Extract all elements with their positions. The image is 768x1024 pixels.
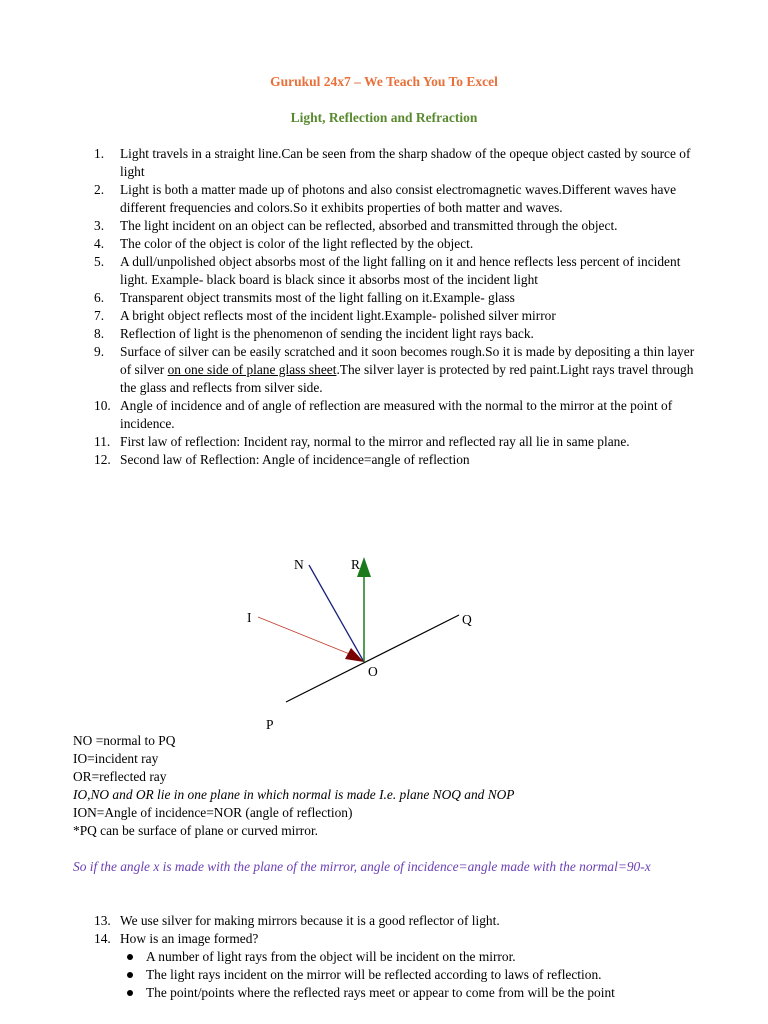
- label-p: P: [266, 717, 274, 732]
- note-line: *PQ can be surface of plane or curved mirror.: [73, 823, 319, 838]
- reflection-diagram: [0, 545, 768, 740]
- list-item: 3. The light incident on an object can be reflected, absorbed and transmitted through the object.: [94, 218, 618, 233]
- list-item: 10. Angle of incidence and of angle of reflection are measured with the normal to the mirror at the point of incidence.: [94, 398, 673, 431]
- list-item: 11. First law of reflection: Incident ray, normal to the mirror and reflected ray all lie in same plane.: [94, 434, 630, 449]
- list-item: 13. We use silver for making mirrors because it is a good reflector of light.: [94, 913, 500, 928]
- label-o: O: [368, 664, 378, 679]
- incident-arrowhead: [345, 648, 364, 662]
- section-title: Light, Reflection and Refraction: [290, 110, 478, 125]
- label-i: I: [247, 610, 252, 625]
- bullet-dot-icon: [127, 990, 133, 996]
- list-item: 4. The color of the object is color of the light reflected by the object.: [94, 236, 474, 251]
- note-line: IO=incident ray: [73, 751, 159, 766]
- list-item: 9. Surface of silver can be easily scratched and it soon becomes rough.So it is made by depositing a thin layer of silver on one side of plane glass sheet.The silver layer is protected by red paint.Light rays travel through the glass and reflects from silver side.: [94, 344, 695, 395]
- list-item: 14. How is an image formed?: [94, 931, 259, 946]
- bullet-list: [146, 948, 706, 1002]
- incident-ray-io: [258, 617, 352, 655]
- label-r: R: [351, 557, 361, 572]
- note-line: ION=Angle of incidence=NOR (angle of reflection): [73, 805, 353, 820]
- mirror-line-pq: [286, 615, 459, 702]
- note-line: NO =normal to PQ: [73, 733, 176, 748]
- note-line: OR=reflected ray: [73, 769, 167, 784]
- list-item: 5. A dull/unpolished object absorbs most of the light falling on it and hence reflects less percent of incident light. Example- black board is black since it absorbs most of the incident light: [94, 254, 681, 287]
- angle-note: So if the angle x is made with the plane of the mirror, angle of incidence=angle made with the normal=90-x: [73, 859, 651, 874]
- list-item: 8. Reflection of light is the phenomenon of sending the incident light rays back.: [94, 326, 534, 341]
- second-list: [94, 912, 705, 948]
- bullet-item: The light rays incident on the mirror will be reflected according to laws of reflection.: [146, 966, 706, 984]
- header-title: Gurukul 24x7 – We Teach You To Excel: [270, 74, 498, 89]
- diagram-notes: [73, 732, 713, 840]
- bullet-item: A number of light rays from the object will be incident on the mirror.: [146, 948, 706, 966]
- list-item: 7. A bright object reflects most of the incident light.Example- polished silver mirror: [94, 308, 556, 323]
- note-line: IO,NO and OR lie in one plane in which normal is made I.e. plane NOQ and NOP: [73, 787, 515, 802]
- list-item: 12. Second law of Reflection: Angle of incidence=angle of reflection: [94, 452, 470, 467]
- underlined-phrase: on one side of plane glass sheet: [167, 362, 337, 377]
- list-item: 6. Transparent object transmits most of the light falling on it.Example- glass: [94, 290, 515, 305]
- list-item: 1. Light travels in a straight line.Can be seen from the sharp shadow of the opeque object casted by source of light: [94, 146, 691, 179]
- bullet-dot-icon: [127, 972, 133, 978]
- list-item: 2. Light is both a matter made up of photons and also consist electromagnetic waves.Different waves have different frequencies and colors.So it exhibits properties of both matter and waves.: [94, 182, 677, 215]
- label-n: N: [294, 557, 304, 572]
- bullet-dot-icon: [127, 954, 133, 960]
- bullet-item: The point/points where the reflected rays meet or appear to come from will be the point: [146, 984, 706, 1002]
- label-q: Q: [462, 612, 472, 627]
- main-list: [94, 145, 705, 469]
- normal-line-no: [309, 565, 364, 662]
